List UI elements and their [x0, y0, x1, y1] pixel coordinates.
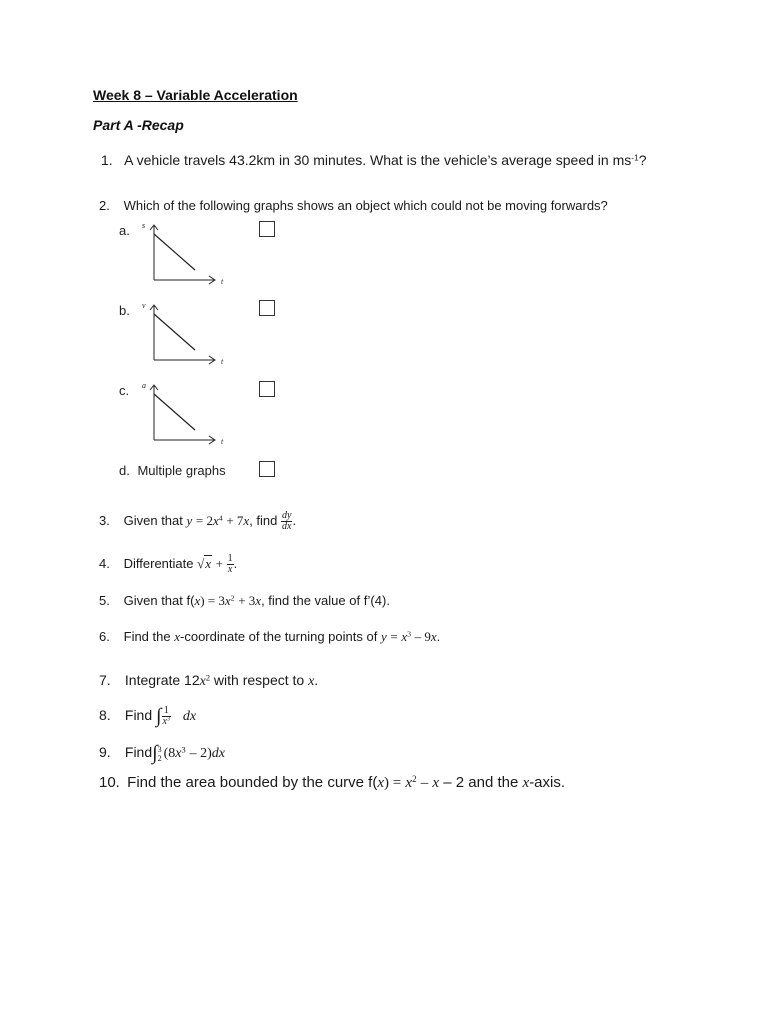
graph-a-x-label: t: [221, 277, 224, 286]
question-2-text: Which of the following graphs shows an object which could not be moving forwards?: [123, 198, 608, 213]
q3-text-pre: Given that: [123, 512, 183, 528]
q3-plus: + 7: [226, 512, 244, 528]
question-2: [99, 198, 608, 213]
question-number: 5.: [99, 593, 110, 608]
q8-den-exponent: 3: [166, 716, 170, 723]
q4-fraction: [227, 554, 234, 575]
question-number: 6.: [99, 629, 110, 644]
q5-var-x2: x: [224, 593, 231, 608]
option-b-checkbox[interactable]: [259, 300, 275, 316]
graph-a: [140, 220, 224, 290]
graph-b-x-label: t: [221, 357, 224, 366]
q9-limits: [158, 745, 162, 763]
question-number: 4.: [99, 555, 110, 571]
q8-text-pre: Find: [124, 707, 153, 724]
q5-text-pre: Given that f(: [123, 593, 195, 608]
question-1-end: ?: [638, 152, 647, 168]
q10-end: -axis.: [529, 774, 566, 791]
q4-sqrt: √x: [197, 555, 212, 571]
q3-find: , find: [249, 512, 278, 528]
question-8: [99, 705, 196, 728]
q10-tail: – 2 and the: [443, 774, 519, 791]
q9-exponent: 3: [181, 745, 186, 755]
q6-var-x: x: [174, 629, 181, 644]
question-5: [99, 593, 390, 609]
question-number: 10.: [99, 774, 120, 791]
q4-text-pre: Differentiate: [123, 555, 194, 571]
option-c-letter: c.: [119, 383, 130, 398]
question-number: 1.: [101, 152, 113, 168]
question-number: 9.: [99, 744, 111, 761]
q7-exponent: 2: [205, 673, 211, 683]
q3-dx: dx: [282, 521, 292, 532]
q9-text-pre: Find: [124, 744, 153, 761]
q6-text-pre: Find the: [123, 629, 171, 644]
q10-var-x: x: [377, 775, 385, 791]
q4-end: .: [233, 555, 238, 571]
option-d: [119, 463, 226, 478]
question-number: 2.: [99, 198, 110, 213]
option-b-letter: b.: [119, 303, 130, 318]
section-heading: Part A -Recap: [93, 117, 184, 133]
q4-radicand: x: [205, 555, 212, 571]
q9-lower-limit: 2: [157, 753, 162, 763]
option-d-letter: d.: [119, 463, 130, 478]
q7-var-x2: x: [308, 674, 315, 689]
q6-mid: -coordinate of the turning points of: [180, 629, 378, 644]
q10-var-x3: x: [432, 775, 440, 791]
q8-den-x: x: [162, 716, 167, 727]
q10-minus: –: [420, 775, 429, 791]
question-number: 7.: [99, 672, 111, 688]
option-c-checkbox[interactable]: [259, 381, 275, 397]
question-1-text: A vehicle travels 43.2km in 30 minutes. What is the vehicle’s average speed in ms: [124, 152, 632, 168]
q5-exponent: 2: [230, 593, 235, 603]
q5-var-x: x: [194, 593, 201, 608]
graph-c-x-label: t: [221, 437, 224, 446]
integral-sign-icon: ∫: [156, 705, 162, 727]
question-4: [99, 554, 237, 575]
q3-exponent: 4: [218, 513, 223, 523]
q4-numerator: 1: [227, 553, 233, 564]
q7-mid: with respect to: [213, 672, 305, 688]
option-d-text: Multiple graphs: [137, 463, 226, 478]
q3-var-y: y: [186, 512, 193, 528]
q7-var-x: x: [199, 674, 206, 689]
q8-dx: dx: [182, 709, 197, 725]
q3-dy: dy: [282, 510, 292, 521]
q6-var-x2: x: [401, 629, 408, 644]
q3-var-x2: x: [243, 512, 250, 528]
q5-plus: + 3: [238, 593, 256, 608]
q5-mid: ) = 3: [200, 593, 225, 608]
option-d-checkbox[interactable]: [259, 461, 275, 477]
question-number: 8.: [99, 707, 111, 724]
question-3: [99, 511, 296, 532]
q6-minus: – 9: [414, 629, 431, 644]
q5-end: , find the value of f’(4).: [261, 593, 390, 608]
q3-derivative: [281, 511, 292, 532]
q8-fraction: [162, 706, 171, 727]
question-1: [101, 152, 646, 168]
question-6: [99, 629, 440, 645]
q9-dx: dx: [211, 746, 225, 762]
q10-exponent: 2: [412, 774, 417, 785]
question-9: [99, 742, 225, 765]
q8-numerator: 1: [163, 705, 169, 716]
graph-b-y-label: v: [142, 301, 146, 310]
q6-var-x3: x: [430, 629, 437, 644]
option-a-letter: a.: [119, 223, 130, 238]
q3-eq: = 2: [195, 512, 214, 528]
q7-end: .: [314, 672, 319, 688]
graph-c-y-label: a: [142, 381, 146, 390]
q10-var-x2: x: [405, 775, 413, 791]
q10-var-x4: x: [522, 775, 530, 791]
graph-c: [140, 380, 224, 450]
question-7: [99, 672, 318, 690]
q4-plus: +: [215, 555, 223, 571]
q6-var-y: y: [380, 629, 387, 644]
q6-end: .: [436, 629, 441, 644]
question-10: [99, 774, 565, 792]
integral-sign-icon: ∫: [152, 742, 158, 764]
q9-open: (8: [163, 746, 176, 762]
page-title: Week 8 – Variable Acceleration: [93, 87, 298, 103]
q4-denominator: x: [227, 564, 233, 575]
q10-mid: ) =: [384, 775, 402, 791]
q9-var-x: x: [175, 746, 182, 762]
graph-a-y-label: s: [142, 221, 146, 230]
unit-exponent: -1: [631, 152, 639, 163]
q9-upper-limit: 3: [157, 744, 162, 754]
option-a-checkbox[interactable]: [259, 221, 275, 237]
q10-text-pre: Find the area bounded by the curve f(: [127, 774, 378, 791]
q9-rest: – 2): [189, 746, 212, 762]
question-number: 3.: [99, 512, 110, 528]
q3-end: .: [292, 512, 297, 528]
q7-text-pre: Integrate 12: [124, 672, 200, 688]
q5-var-x3: x: [255, 593, 262, 608]
q6-exponent: 3: [407, 629, 411, 639]
graph-b: [140, 300, 224, 370]
q6-eq: =: [390, 629, 398, 644]
q3-var-x: x: [213, 512, 219, 528]
